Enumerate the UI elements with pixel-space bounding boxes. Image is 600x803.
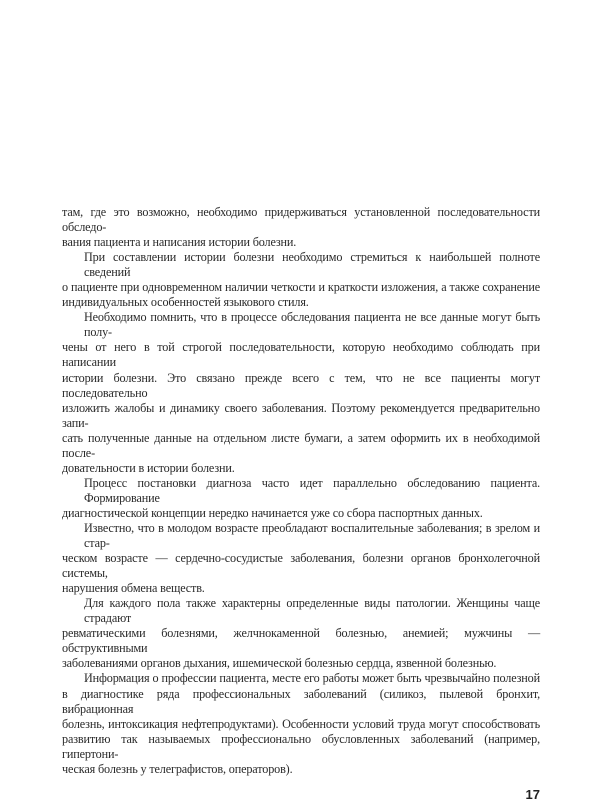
text-line: в диагностике ряда профессиональных заболеваний (силикоз, пылевой бронхит, вибрационная <box>62 686 540 716</box>
paragraph <box>62 596 540 671</box>
text-line: истории болезни. Это связано прежде всего с тем, что не все пациенты могут последовательно <box>62 370 540 400</box>
text-line: болезнь, интоксикация нефтепродуктами). Особенности условий труда могут способствовать <box>62 716 540 731</box>
text-line: заболеваниями органов дыхания, ишемической болезнью сердца, язвенной болезнью. <box>62 656 497 671</box>
body-text <box>62 205 540 777</box>
text-line: индивидуальных особенностей языкового стиля. <box>62 295 309 310</box>
text-line: ческая болезнь у телеграфистов, операторов). <box>62 761 293 776</box>
text-line: ревматическими болезнями, желчнокаменной болезнью, анемией; мужчины — обструктивными <box>62 626 540 656</box>
text-line: Известно, что в молодом возрасте преобладают воспалительные заболевания; в зрелом и стар- <box>84 520 540 551</box>
paragraph <box>62 671 540 776</box>
text-line: там, где это возможно, необходимо придерживаться установленной последовательности обследо- <box>62 205 540 235</box>
paragraph <box>62 250 540 310</box>
text-line: Необходимо помнить, что в процессе обследования пациента не все данные могут быть полу- <box>84 310 540 340</box>
paragraph <box>62 521 540 596</box>
text-line: чены от него в той строгой последовательности, которую необходимо соблюдать при написании <box>62 340 540 370</box>
page-number: 17 <box>525 786 540 802</box>
text-line: вания пациента и написания истории болезни. <box>62 235 297 250</box>
text-line: ческом возрасте — сердечно-сосудистые заболевания, болезни органов бронхолегочной системы, <box>62 551 540 581</box>
text-line: о пациенте при одновременном наличии четкости и краткости изложения, а также сохранение <box>62 280 540 295</box>
text-line: изложить жалобы и динамику своего заболевания. Поэтому рекомендуется предварительно запи- <box>62 400 540 430</box>
text-line: При составлении истории болезни необходимо стремиться к наибольшей полноте сведений <box>84 250 540 280</box>
text-line: сать полученные данные на отдельном листе бумаги, а затем оформить их в необходимой после- <box>62 430 540 460</box>
paragraph <box>62 476 540 521</box>
text-line: Для каждого пола также характерны определенные виды патологии. Женщины чаще страдают <box>84 596 540 626</box>
paragraph <box>62 310 540 476</box>
text-line: диагностической концепции нередко начинается уже со сбора паспортных данных. <box>62 505 483 520</box>
text-line: Процесс постановки диагноза часто идет параллельно обследованию пациента. Формирование <box>84 475 540 505</box>
paragraph <box>62 205 540 250</box>
page-content <box>62 205 540 803</box>
text-line: нарушения обмена веществ. <box>62 581 205 596</box>
text-line: довательности в истории болезни. <box>62 460 235 475</box>
text-line: развитию так называемых профессионально обусловленных заболеваний (например, гипертони- <box>62 731 540 761</box>
text-line: Информация о профессии пациента, месте его работы может быть чрезвычайно полезной <box>84 671 540 686</box>
